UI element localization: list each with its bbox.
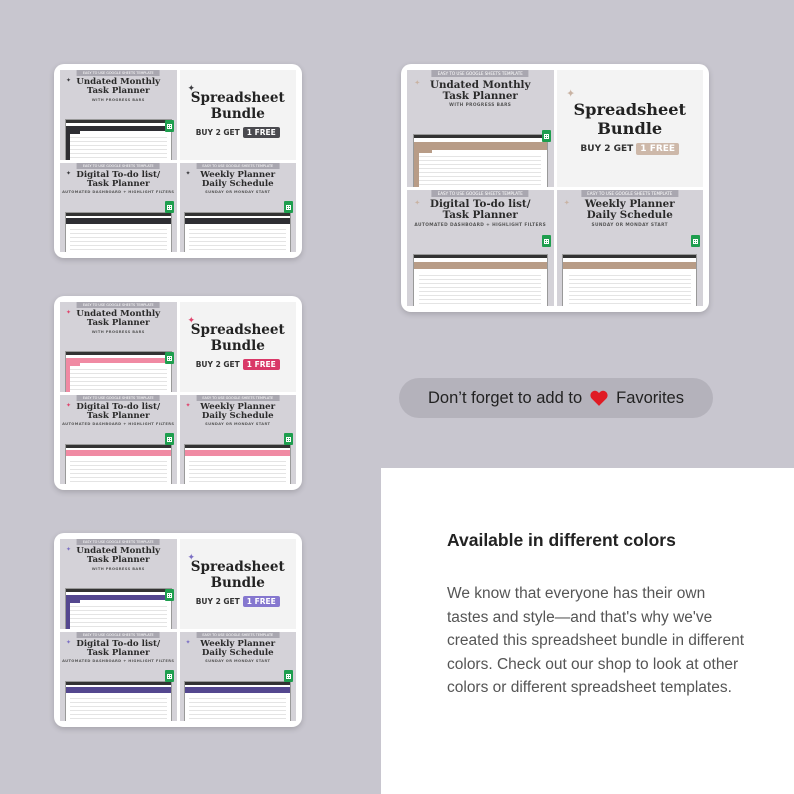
product-card-beige[interactable] xyxy=(401,64,709,312)
bundle-title-line-1: Spreadsheet xyxy=(190,90,285,107)
template-tag: EASY TO USE GOOGLE SHEETS TEMPLATE xyxy=(196,632,279,638)
bundle-title xyxy=(191,91,285,122)
free-badge: 1 FREE xyxy=(243,127,280,138)
offer-text: BUY 2 GET xyxy=(195,128,240,138)
favorites-text-before: Don’t forget to add to xyxy=(428,388,583,407)
spreadsheet-preview xyxy=(65,681,172,721)
sheet-rows xyxy=(70,226,167,252)
panel-title xyxy=(60,78,177,103)
heart-icon[interactable] xyxy=(590,390,608,406)
sheet-header-band xyxy=(185,687,290,693)
spreadsheet-preview xyxy=(413,254,548,306)
free-badge: 1 FREE xyxy=(636,143,679,155)
bundle-title-line-1: Spreadsheet xyxy=(573,100,687,120)
sheet-toolbar xyxy=(66,352,171,355)
sheet-rows xyxy=(189,695,286,721)
sparkle-icon: ✦ xyxy=(414,78,421,88)
panel-subtitle: WITH PROGRESS BARS xyxy=(449,103,512,109)
panel-subtitle: AUTOMATED DASHBOARD + HIGHLIGHT FILTERS xyxy=(414,222,547,228)
bundle-panel xyxy=(180,70,297,160)
offer-line xyxy=(580,143,679,155)
offer-text: BUY 2 GET xyxy=(195,360,240,370)
panel-title-line-1: Weekly Planner xyxy=(584,198,675,211)
sheet-toolbar xyxy=(66,120,171,123)
sparkle-icon: ✦ xyxy=(187,316,196,326)
free-badge: 1 FREE xyxy=(243,359,280,370)
panel-title-line-2: Task Planner xyxy=(86,318,150,329)
spreadsheet-preview xyxy=(184,444,291,484)
favorites-reminder[interactable] xyxy=(399,378,713,418)
spreadsheet-preview xyxy=(65,588,172,628)
info-body: We know that everyone has their own tastes and style—and that's why we've created this spreadsheet bundle in different colors. Check out our shop to look at other colors or different spreadsheet templates. xyxy=(447,585,744,696)
panel-title-line-1: Digital To-do list/ xyxy=(76,638,161,649)
sheet-toolbar xyxy=(414,255,547,258)
panel-subtitle: WITH PROGRESS BARS xyxy=(91,329,145,334)
bundle-title xyxy=(191,323,285,354)
sheet-toolbar xyxy=(66,213,171,216)
sheet-toolbar xyxy=(414,135,547,138)
sheet-rows xyxy=(70,366,167,392)
sheet-rows xyxy=(419,272,541,306)
product-card-dark[interactable] xyxy=(54,64,302,258)
panel-title-line-2: Task Planner xyxy=(86,410,150,421)
panel-title xyxy=(180,640,297,665)
spreadsheet-preview xyxy=(65,119,172,159)
panel-subtitle: AUTOMATED DASHBOARD + HIGHLIGHT FILTERS xyxy=(62,659,175,664)
sheet-toolbar xyxy=(66,682,171,685)
panel-title xyxy=(407,199,554,228)
panel-title-line-1: Undated Monthly xyxy=(76,309,161,319)
sheet-header-band xyxy=(185,450,290,456)
template-tag: EASY TO USE GOOGLE SHEETS TEMPLATE xyxy=(77,163,160,169)
monthly-planner-panel xyxy=(407,70,554,187)
panel-title xyxy=(407,80,554,109)
panel-title-line-2: Task Planner xyxy=(86,178,150,189)
card-grid xyxy=(407,70,703,306)
sheet-rows xyxy=(70,458,167,484)
sheet-header-band xyxy=(563,262,696,269)
template-tag: EASY TO USE GOOGLE SHEETS TEMPLATE xyxy=(581,190,678,197)
template-tag: EASY TO USE GOOGLE SHEETS TEMPLATE xyxy=(77,70,160,76)
sparkle-icon: ✦ xyxy=(187,84,196,94)
google-sheets-icon xyxy=(284,433,293,445)
google-sheets-icon xyxy=(165,352,174,364)
panel-title xyxy=(60,547,177,572)
monthly-planner-panel xyxy=(60,302,177,392)
sparkle-icon: ✦ xyxy=(185,169,191,177)
spreadsheet-preview xyxy=(562,254,697,306)
sheet-toolbar xyxy=(66,445,171,448)
weekly-planner-panel xyxy=(180,163,297,253)
panel-title xyxy=(60,640,177,665)
template-tag: EASY TO USE GOOGLE SHEETS TEMPLATE xyxy=(196,163,279,169)
panel-title-line-1: Weekly Planner xyxy=(200,401,276,412)
bundle-title-line-1: Spreadsheet xyxy=(190,559,285,576)
spreadsheet-preview xyxy=(413,134,548,186)
sparkle-icon: ✦ xyxy=(66,309,72,316)
google-sheets-icon xyxy=(284,201,293,213)
panel-title-line-2: Daily Schedule xyxy=(201,178,274,189)
product-card-purple[interactable] xyxy=(54,533,302,727)
bundle-title xyxy=(191,560,285,591)
panel-title xyxy=(60,403,177,428)
bundle-title-line-1: Spreadsheet xyxy=(190,322,285,339)
spreadsheet-preview xyxy=(65,351,172,391)
panel-title xyxy=(60,310,177,335)
offer-line xyxy=(196,127,280,138)
google-sheets-icon xyxy=(165,670,174,682)
todo-list-panel xyxy=(60,163,177,253)
weekly-planner-panel xyxy=(180,395,297,485)
bundle-title-line-2: Bundle xyxy=(210,337,265,354)
card-grid xyxy=(60,539,296,721)
sparkle-icon: ✦ xyxy=(185,638,191,646)
sheet-toolbar xyxy=(185,445,290,448)
panel-subtitle: SUNDAY OR MONDAY START xyxy=(205,659,271,664)
weekly-planner-panel xyxy=(180,632,297,722)
panel-subtitle: AUTOMATED DASHBOARD + HIGHLIGHT FILTERS xyxy=(62,422,175,427)
template-tag: EASY TO USE GOOGLE SHEETS TEMPLATE xyxy=(77,395,160,401)
weekly-planner-panel xyxy=(557,190,704,307)
bundle-panel xyxy=(180,539,297,629)
sheet-header-band xyxy=(414,142,547,149)
offer-text: BUY 2 GET xyxy=(195,597,240,607)
favorites-text-after: Favorites xyxy=(616,388,684,407)
spreadsheet-preview xyxy=(184,212,291,252)
template-tag: EASY TO USE GOOGLE SHEETS TEMPLATE xyxy=(77,539,160,545)
sparkle-icon: ✦ xyxy=(185,401,191,409)
panel-subtitle: SUNDAY OR MONDAY START xyxy=(591,222,668,228)
sheet-toolbar xyxy=(185,213,290,216)
panel-subtitle: SUNDAY OR MONDAY START xyxy=(205,422,271,427)
sheet-header-band xyxy=(185,218,290,224)
sparkle-icon: ✦ xyxy=(66,401,72,409)
bundle-title xyxy=(573,101,686,138)
sheet-header-band xyxy=(66,358,171,364)
sheet-rows xyxy=(189,458,286,484)
panel-subtitle: WITH PROGRESS BARS xyxy=(91,97,145,102)
panel-title-line-2: Task Planner xyxy=(86,86,150,97)
offer-line xyxy=(196,359,280,370)
info-panel xyxy=(381,468,794,794)
sheet-toolbar xyxy=(66,589,171,592)
bundle-panel xyxy=(557,70,704,187)
panel-subtitle: AUTOMATED DASHBOARD + HIGHLIGHT FILTERS xyxy=(62,190,175,195)
bundle-title-line-2: Bundle xyxy=(210,105,265,122)
sparkle-icon: ✦ xyxy=(66,546,72,553)
template-tag: EASY TO USE GOOGLE SHEETS TEMPLATE xyxy=(196,395,279,401)
sheet-header-band xyxy=(66,450,171,456)
todo-list-panel xyxy=(60,632,177,722)
offer-line xyxy=(196,596,280,607)
sparkle-icon: ✦ xyxy=(563,197,570,207)
panel-title-line-2: Daily Schedule xyxy=(201,410,274,421)
google-sheets-icon xyxy=(165,589,174,601)
sheet-rows xyxy=(70,695,167,721)
panel-title-line-2: Daily Schedule xyxy=(586,209,673,222)
template-tag: EASY TO USE GOOGLE SHEETS TEMPLATE xyxy=(432,70,529,77)
google-sheets-icon xyxy=(691,235,700,247)
panel-subtitle: SUNDAY OR MONDAY START xyxy=(205,190,271,195)
todo-list-panel xyxy=(407,190,554,307)
spreadsheet-preview xyxy=(184,681,291,721)
panel-title-line-2: Daily Schedule xyxy=(201,647,274,658)
google-sheets-icon xyxy=(165,201,174,213)
sheet-header-band xyxy=(66,687,171,693)
sheet-header-band xyxy=(66,218,171,224)
sheet-header-band xyxy=(66,126,171,132)
panel-title-line-2: Task Planner xyxy=(442,89,518,102)
template-tag: EASY TO USE GOOGLE SHEETS TEMPLATE xyxy=(77,302,160,308)
template-tag: EASY TO USE GOOGLE SHEETS TEMPLATE xyxy=(432,190,529,197)
panel-title-line-2: Task Planner xyxy=(86,555,150,566)
panel-title-line-1: Digital To-do list/ xyxy=(430,198,531,211)
monthly-planner-panel xyxy=(60,70,177,160)
product-card-pink[interactable] xyxy=(54,296,302,490)
panel-title xyxy=(60,171,177,196)
sheet-rows xyxy=(419,153,541,187)
card-grid xyxy=(60,302,296,484)
offer-text: BUY 2 GET xyxy=(580,144,634,155)
google-sheets-icon xyxy=(165,433,174,445)
bundle-title-line-2: Bundle xyxy=(597,118,663,138)
sparkle-icon: ✦ xyxy=(66,77,72,84)
panel-title-line-1: Digital To-do list/ xyxy=(76,401,161,412)
sheet-rows xyxy=(189,226,286,252)
google-sheets-icon xyxy=(165,120,174,132)
panel-title-line-1: Digital To-do list/ xyxy=(76,169,161,180)
free-badge: 1 FREE xyxy=(243,596,280,607)
panel-subtitle: WITH PROGRESS BARS xyxy=(91,566,145,571)
sparkle-icon: ✦ xyxy=(187,553,196,563)
bundle-title-line-2: Bundle xyxy=(210,574,265,591)
panel-title-line-1: Undated Monthly xyxy=(430,78,531,91)
panel-title xyxy=(180,171,297,196)
monthly-planner-panel xyxy=(60,539,177,629)
todo-list-panel xyxy=(60,395,177,485)
sparkle-icon: ✦ xyxy=(414,197,421,207)
sparkle-icon: ✦ xyxy=(566,86,576,100)
info-title: Available in different colors xyxy=(447,530,676,550)
spreadsheet-preview xyxy=(65,212,172,252)
sheet-toolbar xyxy=(563,255,696,258)
google-sheets-icon xyxy=(542,235,551,247)
sheet-rows xyxy=(569,272,691,306)
google-sheets-icon xyxy=(542,130,551,142)
panel-title xyxy=(180,403,297,428)
panel-title-line-2: Task Planner xyxy=(86,647,150,658)
panel-title-line-1: Weekly Planner xyxy=(200,638,276,649)
panel-title-line-1: Weekly Planner xyxy=(200,169,276,180)
spreadsheet-preview xyxy=(65,444,172,484)
sheet-toolbar xyxy=(185,682,290,685)
panel-title-line-1: Undated Monthly xyxy=(76,77,161,87)
panel-title xyxy=(557,199,704,228)
sparkle-icon: ✦ xyxy=(66,169,72,177)
google-sheets-icon xyxy=(284,670,293,682)
sheet-header-band xyxy=(66,595,171,601)
sheet-rows xyxy=(70,603,167,629)
panel-title-line-2: Task Planner xyxy=(442,209,518,222)
sheet-header-band xyxy=(414,262,547,269)
sheet-rows xyxy=(70,134,167,160)
template-tag: EASY TO USE GOOGLE SHEETS TEMPLATE xyxy=(77,632,160,638)
sparkle-icon: ✦ xyxy=(66,638,72,646)
panel-title-line-1: Undated Monthly xyxy=(76,546,161,556)
bundle-panel xyxy=(180,302,297,392)
card-grid xyxy=(60,70,296,252)
